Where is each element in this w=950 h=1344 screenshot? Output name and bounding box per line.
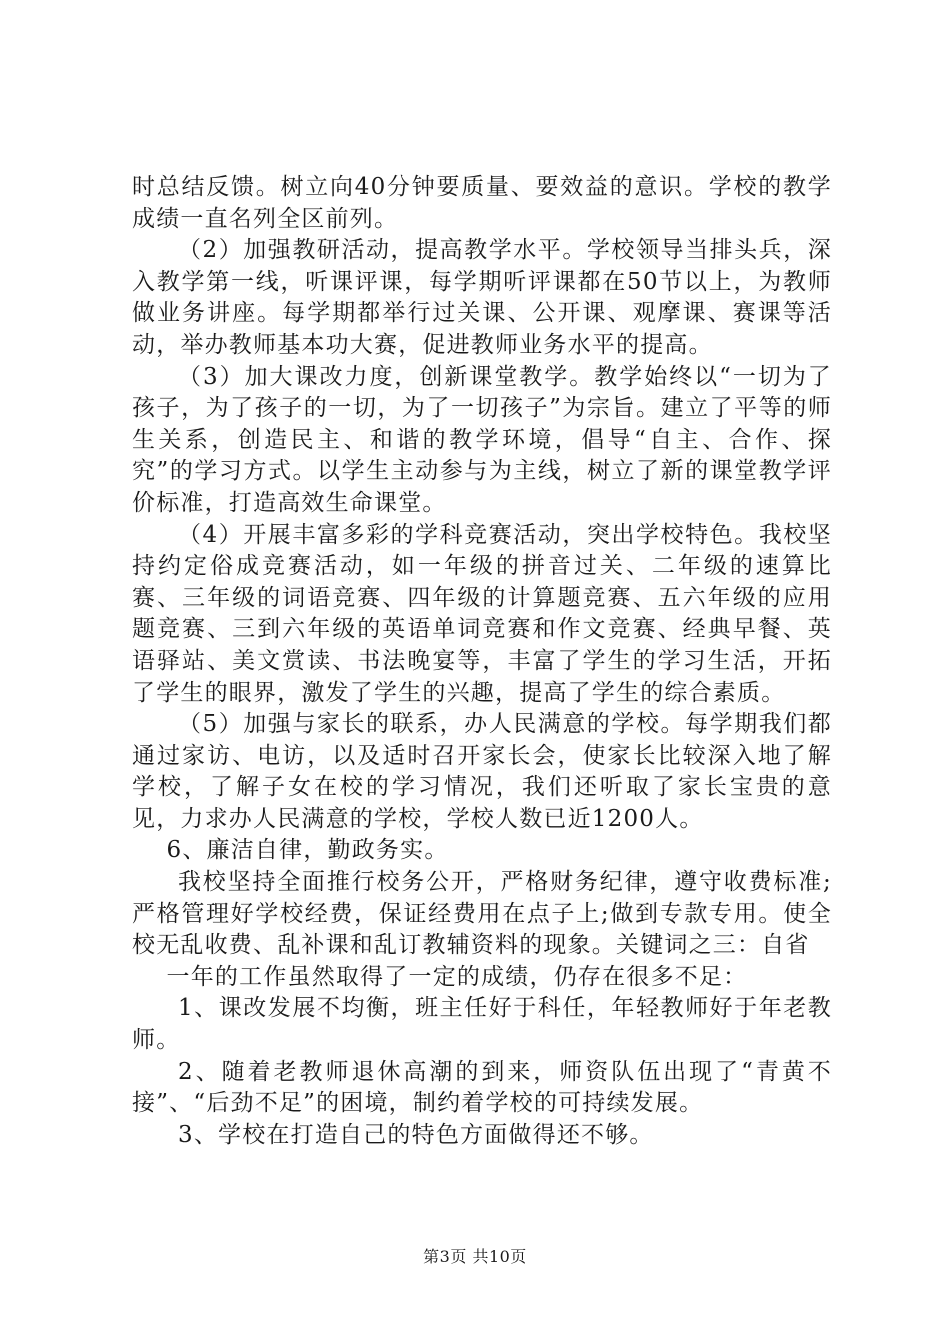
page-footer: 第3页 共10页 [423, 1247, 527, 1266]
paragraph: （4）开展丰富多彩的学科竞赛活动，突出学校特色。我校坚持约定俗成竞赛活动，如一年级的拼音过关、二年级的速算比赛、三年级的词语竞赛、四年级的计算题竞赛、五六年级的应用题竞赛、三到六年级的英语单词竞赛和作文竞赛、经典早餐、英语驿站、美文赏读、书法晚宴等，丰富了学生的学习生活，开拓了学生的眼界，激发了学生的兴趣，提高了学生的综合素质。 [132, 521, 832, 706]
document-body [132, 172, 832, 1151]
paragraph: 时总结反馈。树立向40分钟要质量、要效益的意识。学校的教学成绩一直名列全区前列。 [132, 174, 832, 232]
paragraph: （2）加强教研活动，提高教学水平。学校领导当排头兵，深入教学第一线，听课评课，每学期听评课都在50节以上，为教师做业务讲座。每学期都举行过关课、公开课、观摩课、赛课等活动，举办教师基本功大赛，促进教师业务水平的提高。 [132, 237, 832, 358]
paragraph: （5）加强与家长的联系，办人民满意的学校。每学期我们都通过家访、电访，以及适时召开家长会，使家长比较深入地了解学校，了解子女在校的学习情况，我们还听取了家长宝贵的意见，力求办人民满意的学校，学校人数已近1200人。 [132, 711, 832, 832]
paragraph: 1、课改发展不均衡，班主任好于科任，年轻教师好于年老教师。 [132, 995, 832, 1054]
paragraph: 一年的工作虽然取得了一定的成绩，仍存在很多不足： [166, 963, 748, 990]
paragraph: 3、学校在打造自己的特色方面做得还不够。 [178, 1121, 654, 1148]
paragraph: （3）加大课改力度，创新课堂教学。教学始终以“一切为了孩子，为了孩子的一切，为了一切孩子”为宗旨。建立了平等的师生关系，创造民主、和谐的教学环境，倡导“自主、合作、探究”的学习方式。以学生主动参与为主线，树立了新的课堂教学评价标准，打造高效生命课堂。 [132, 363, 832, 516]
paragraph: 6、廉洁自律，勤政务实。 [166, 837, 449, 864]
paragraph: 2、随着老教师退休高潮的到来，师资队伍出现了“青黄不接”、“后劲不足”的困境，制约着学校的可持续发展。 [132, 1058, 832, 1117]
paragraph: 我校坚持全面推行校务公开，严格财务纪律，遵守收费标准;严格管理好学校经费，保证经费用在点子上;做到专款专用。使全校无乱收费、乱补课和乱订教辅资料的现象。关键词之三：自省 [132, 869, 832, 959]
